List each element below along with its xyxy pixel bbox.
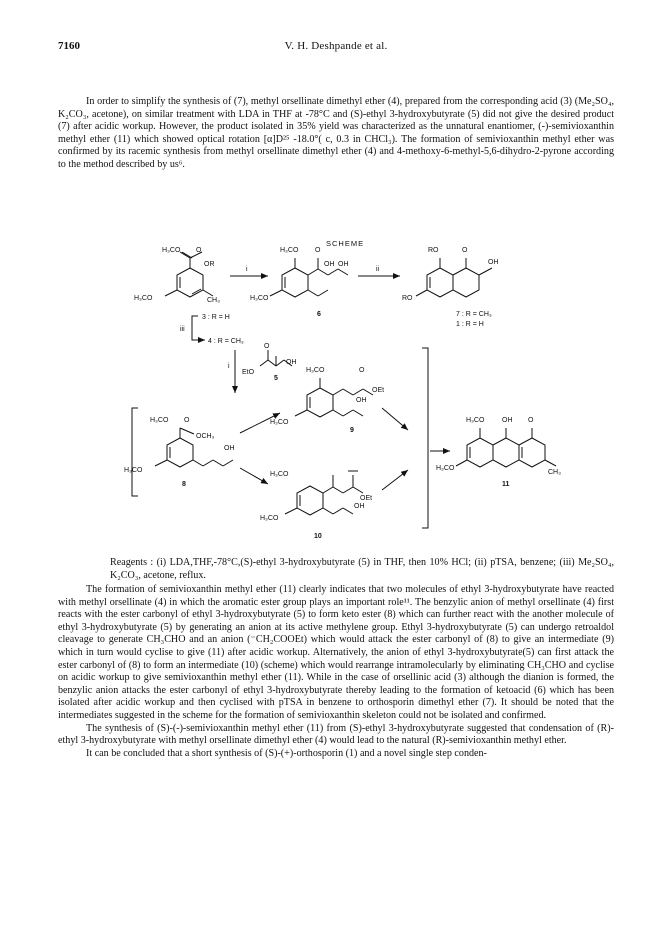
label-ro-a: RO [428,247,439,254]
compound-11-number: 11 [502,481,510,488]
reagents-caption: Reagents : (i) LDA,THF,-78°C,(S)-ethyl 3-hydroxybutyrate (5) in THF, then 10% HCl; (ii) pTSA, benzene; (iii) Me₂SO₄, K₂CO₃, acetone, reflux. [110,557,614,581]
compound-9-number: 9 [350,427,354,434]
label-o-f: O [184,417,190,424]
label-r1: 1 : R = H [456,321,484,328]
label-h3co-l: H₃CO [436,465,455,472]
body-paragraph: It can be concluded that a short synthesis of (S)-(+)-orthosporin (1) and a novel single step conden- [86,747,487,759]
label-oet-a: OEt [372,387,385,394]
label-r4: 4 : R = CH₃ [208,338,244,345]
label-eto: EtO [242,369,255,376]
label-oh-b: OH [338,261,349,268]
label-h3co-f: H₃CO [270,419,289,426]
label-r7: 7 : R = CH₃ [456,311,492,318]
body-paragraph: The formation of semivioxanthin methyl ether (11) clearly indicates that two molecules of ethyl 3-hydroxybutyrate have reacted with methyl orsellinate (4) in which the aromatic ester group plays an important role¹¹. The benzylic anion of methyl orsellinate (4) first reacts with the ester carbonyl of ethyl 3-hydroxybutyrate (5) to form keto ester (8) which can further react with the another molecule of ethyl 3-hydroxybutyrate (5) by generating an anion at its active methylene group. Ethyl 3-hydroxybutyrate (5) can undergo retroaldol cleavage to generate CH₃CHO and an anion (⁻CH₂COOEt) which would attack the ester carbonyl of (8) to give an intermediate (9) which in turn would cyclise to give (11) after acidic workup. Alternatively, the anion of ethyl 3-hydroxybutyrate(5) can first attack the ester carbonyl of (8) to form an intermediate (10) (scheme) which would rearrange intramolecularly by eliminating CH₃CHO and cyclise on acidic workup to give semivioxanthin methyl ether (11). While in the case of orsellinic acid (3) although the dianion is formed, the benzylic anion attacks the ester carbonyl of ethyl 3-hydroxybutyrate thereby leading to the formation of ketoacid (6) which has been isolated after acidic workup and then cyclised with pTSA in benzene to orthosporin dimethyl ether (7). It should be noted that the intermediates suggested in the scheme for the formation of semivioxanthin skeleton could not be isolated and confirmed. [58,584,614,721]
label-o-b: O [315,247,321,254]
label-o-d: O [264,343,270,350]
intro-section [58,96,614,172]
label-ro-b: RO [402,295,413,302]
label-h3co-c: H₃CO [280,247,299,254]
label-oh-a: OH [324,261,335,268]
running-title: V. H. Deshpande et al. [284,40,388,52]
intro-paragraph: In order to simplify the synthesis of (7), methyl orsellinate dimethyl ether (4), prepared from the corresponding acid (3) (Me₂SO₄, K₂CO₃, acetone), on similar treatment with LDA in THF at -78°C and (S)-ethyl 3-hydroxybutyrate (5) did not give the desired product (7) after acidic workup. However, the product isolated in 35% yield was characterized as the unnatural enantiomer, (-)-semivioxanthin methyl ether (11) which showed optical rotation [α]D²⁵ -18.0°( c, 0.3 in CHCl₃). The formation of semivioxanthin methyl ether was confirmed by its racemic synthesis from methyl orsellinate dimethyl ether (4) and 4-methoxy-6-methyl-5,6-dihydro-2-pyrone according to the method described by us⁶. [58,96,614,170]
label-oh-d: OH [286,359,297,366]
label-oh-c: OH [488,259,499,266]
label-oh-g: OH [354,503,365,510]
scheme-title: SCHEME [326,239,365,248]
page-number: 7160 [58,40,80,52]
label-reagent-ii: ii [376,266,380,273]
label-h3co-d: H₃CO [250,295,269,302]
label-h3co-j: H₃CO [260,515,279,522]
label-h3co-h: H₃CO [124,467,143,474]
running-header [58,40,614,54]
label-reagent-iii: iii [180,326,185,333]
label-oh-f: OH [224,445,235,452]
label-h3co-g: H₃CO [150,417,169,424]
label-oet-b: OEt [360,495,373,502]
label-reagent-i: i [246,266,248,273]
label-h3co-a: H₃CO [162,247,181,254]
label-och3: OCH₃ [196,433,215,440]
label-o-e: O [359,367,365,374]
label-reagent-i-b: i [228,363,230,370]
label-r3: 3 : R = H [202,314,230,321]
body-section [58,584,614,760]
label-oh-h: OH [502,417,513,424]
label-ch3-b: CH₃ [548,469,561,476]
label-oh-e: OH [356,397,367,404]
label-or: OR [204,261,215,268]
label-h3co-k: H₃CO [466,417,485,424]
compound-5-number: 5 [274,375,278,382]
label-h3co-e: H₃CO [306,367,325,374]
label-o-c: O [462,247,468,254]
label-o-g: O [528,417,534,424]
label-o-a: O [196,247,202,254]
body-paragraph: The synthesis of (S)-(-)-semivioxanthin methyl ether (11) from (S)-ethyl 3-hydroxybutyrate suggested that condensation of (R)-ethyl 3-hydroxybutyrate with methyl orsellinate dimethyl ether (4) would lead to the natural (R)-semivioxanthin methyl ether. [58,722,614,747]
compound-8-number: 8 [182,481,186,488]
label-h3co-b: H₃CO [134,295,153,302]
reaction-scheme [110,238,562,550]
compound-10-number: 10 [314,533,322,540]
compound-6-number: 6 [317,311,321,318]
label-h3co-i: H₃CO [270,471,289,478]
label-ch3-a: CH₃ [207,297,220,304]
